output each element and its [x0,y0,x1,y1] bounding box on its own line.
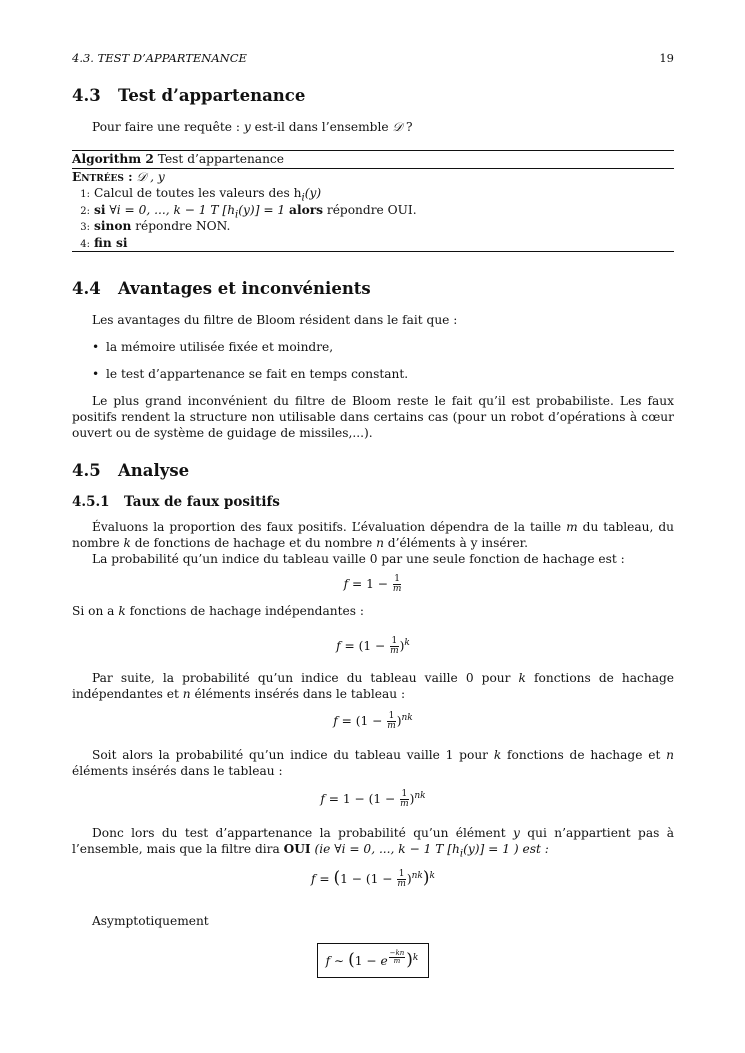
equation-2: f = (1 − $\frac{1}{m}$ )$^k$ [336,636,410,657]
section-4-3-intro: Pour faire une requête : y est-il dans l’ensemble 𝒟 ? [92,120,413,134]
bullet-item-1: • la mémoire utilisée fixée et moindre, [92,340,334,354]
paragraph-single-hash: La probabilité qu’un indice du tableau vaille 0 par une seule fonction de hachage est : [92,552,625,566]
paragraph-membership-test: Donc lors du test d’appartenance la probabilité qu’un élément y qui n’appartient pas à l’ensemble, mais que la filtre dira OUI (ie ∀i = 0, ..., k − 1 T $[h_i(y)] = 1$ ) est : [72,826,675,860]
boxed-formula: f ∼ (1 − e $^{\frac{-kn}{m}}$ )$^k$ [317,943,430,978]
equation-4: f = 1 − (1 − $\frac{1}{m}$ )$^{nk}$ [320,789,426,810]
section-heading-4-4: 4.4 Avantages et inconvénients [72,279,371,298]
algorithm-line-4: 4: fin si [80,235,128,250]
running-header [72,50,674,66]
section-4-4-intro: Les avantages du filtre de Bloom résident dans le fait que : [92,313,458,327]
section-4-4-paragraph: Le plus grand inconvénient du filtre de Bloom reste le fait qu’il est probabiliste. Les faux positifs rendent la structure non utilisable dans certains cas (pour un robot d’opérations à cœur ouvert ou de système de guidage de missiles,...). [72,394,674,440]
bullet-item-2: • le test d’appartenance se fait en temps constant. [92,367,409,381]
algorithm-bottom-rule [72,251,674,252]
algorithm-line-2: 2: si ∀i = 0, ..., k − 1 T $[h_i(y)] = 1$ alors répondre OUI. [80,202,417,220]
equation-6-boxed [72,943,674,978]
bullet-dot-icon: • [92,340,100,354]
running-title: 4.3. TEST D’APPARTENANCE [72,51,247,65]
algorithm-line-1: 1: Calcul de toutes les valeurs des $h_i(y)$ [80,186,322,204]
equation-5: f = (1 − (1 − $\frac{1}{m}$ )$^{nk}$)$^k$ [311,868,435,890]
paragraph-zero-probability: Par suite, la probabilité qu’un indice du tableau vaille 0 pour k fonctions de hachage indépendantes et n éléments insérés dans le tableau : [72,671,675,701]
paragraph-proportion: Évaluons la proportion des faux positifs. L’évaluation dépendra de la taille m du tableau, du nombre k de fonctions de hachage et du nombre n d’éléments à y insérer. [72,520,675,550]
paragraph-k-hashes: Si on a k fonctions de hachage indépendantes : [72,604,364,618]
bullet-dot-icon: • [92,367,100,381]
algorithm-box [72,150,674,252]
algorithm-inputs: Entrées : 𝒟 , y [72,169,165,184]
algorithm-caption: Algorithm 2 Test d’appartenance [72,152,284,166]
page-number: 19 [659,51,674,65]
equation-3: f = (1 − $\frac{1}{m}$ )$^{nk}$ [333,711,413,732]
equation-1: f = 1 − $\frac{1}{m}$ [343,574,402,594]
algorithm-line-3: 3: sinon répondre NON. [80,219,231,233]
subsection-heading-4-5-1: 4.5.1 Taux de faux positifs [72,494,280,510]
section-heading-4-3: 4.3 Test d’appartenance [72,86,306,105]
paragraph-asymptotic: Asymptotiquement [92,914,209,928]
paragraph-one-probability: Soit alors la probabilité qu’un indice du tableau vaille 1 pour k fonctions de hachage et n éléments insérés dans le tableau : [72,748,674,778]
section-heading-4-5: 4.5 Analyse [72,461,190,480]
